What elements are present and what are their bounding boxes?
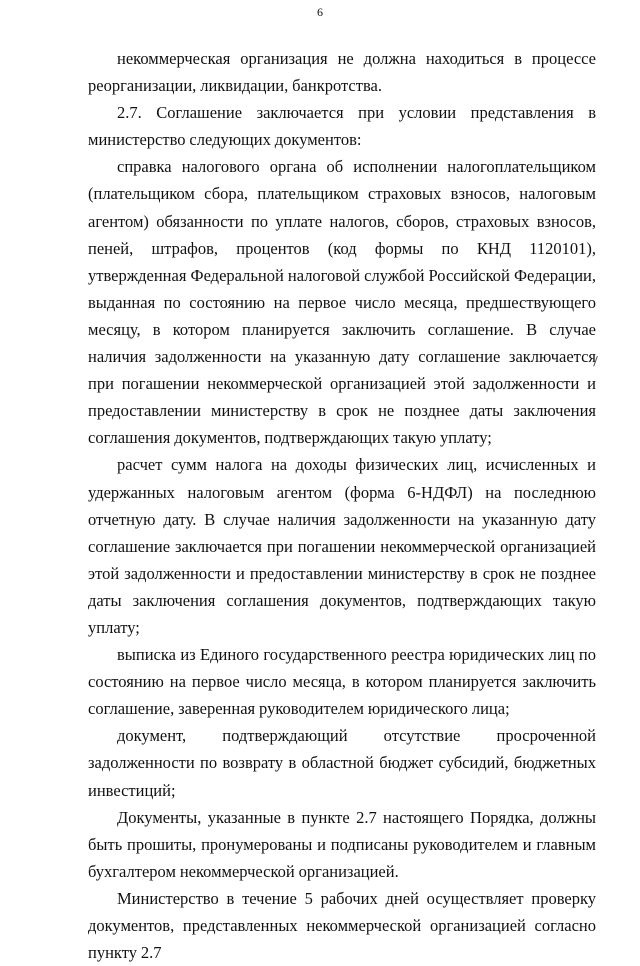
paragraph-registry-extract: выписка из Единого государственного реестра юридических лиц по состоянию на первое число месяца, в котором планируется заключить соглашение, заверенная руководителем юридического лица; — [88, 645, 596, 719]
paragraph-reorganization-condition: некоммерческая организация не должна находиться в процессе реорганизации, ликвидации, банкротства. — [88, 49, 596, 96]
paragraph-tax-certificate: справка налогового органа об исполнении налогоплательщиком (плательщиком сбора, плательщиком страховых взносов, налоговым агентом) обязанности по уплате налогов, сборов, страховых взносов, пеней, штрафов, процентов (код формы по КНД 1120101), утвержденная Федеральной налоговой службой Российской Федерации, выданная по состоянию на первое число месяца, предшествующего месяцу, в котором планируется заключить соглашение. В случае наличия задолженности на указанную дату соглашение заключается при погашении некоммерческой организацией этой задолженности и предоставлении министерству в срок не позднее даты заключения соглашения документов, подтверждающих такую уплату; — [88, 157, 596, 448]
document-body — [88, 45, 596, 966]
paragraph-no-overdue-debt: документ, подтверждающий отсутствие просроченной задолженности по возврату в областной бюджет субсидий, бюджетных инвестиций; — [88, 726, 596, 800]
paragraph-document-binding: Документы, указанные в пункте 2.7 настоящего Порядка, должны быть прошиты, пронумерованы и подписаны руководителем и главным бухгалтером некоммерческой организацией. — [88, 807, 596, 881]
paragraph-income-tax-calculation: расчет сумм налога на доходы физических лиц, исчисленных и удержанных налоговым агентом (форма 6-НДФЛ) на последнюю отчетную дату. В случае наличия задолженности на указанную дату соглашение заключается при погашении некоммерческой организацией этой задолженности и предоставлении министерству в срок не позднее даты заключения соглашения документов, подтверждающих такую уплату; — [88, 455, 596, 637]
paragraph-ministry-review: Министерство в течение 5 рабочих дней осуществляет проверку документов, представленных некоммерческой организацией согласно пункту 2.7 — [88, 888, 596, 963]
page-number: 6 — [317, 5, 323, 19]
paragraph-clause-2-7: 2.7. Соглашение заключается при условии представления в министерство следующих документов: — [88, 103, 596, 150]
